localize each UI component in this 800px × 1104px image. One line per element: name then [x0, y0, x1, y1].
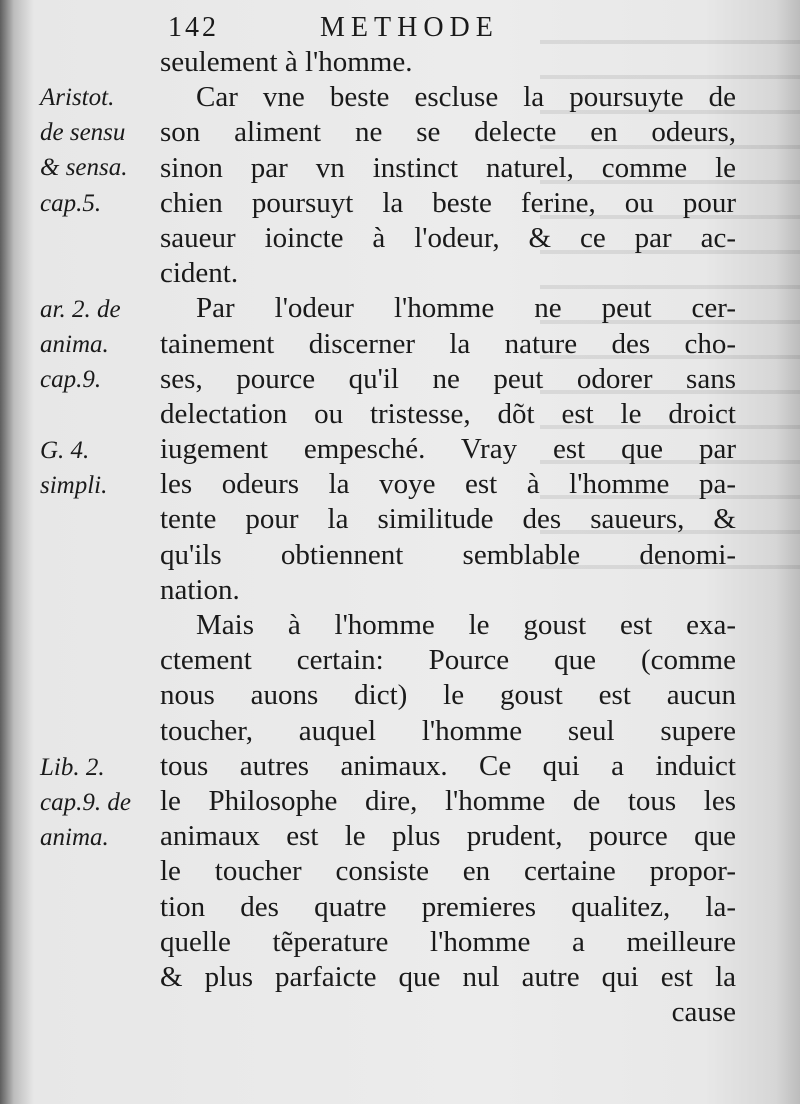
text-line: quelle tẽperature l'homme a meilleure	[160, 925, 736, 958]
margin-note-line: cap.9. de	[40, 789, 131, 817]
margin-note-line: ar. 2. de	[40, 296, 121, 323]
text-line: toucher, auquel l'homme seul supere	[160, 714, 736, 747]
margin-note-line: Aristot.	[40, 84, 115, 111]
text-line: son aliment ne se delecte en odeurs,	[160, 116, 736, 149]
margin-note-line: anima.	[40, 824, 109, 852]
text-line: ctement certain: Pource que (comme	[160, 644, 736, 677]
text-line: sinon par vn instinct naturel, comme le	[160, 151, 736, 184]
text-line: ses, pource qu'il ne peut odorer sans	[160, 362, 736, 395]
text-line: & plus parfaicte que nul autre qui est la	[160, 960, 736, 993]
text-line: Mais à l'homme le goust est exa-	[196, 609, 736, 641]
text-line: tente pour la similitude des saueurs, &	[160, 503, 736, 536]
text-line: delectation ou tristesse, dõt est le droict	[160, 397, 736, 430]
text-line: qu'ils obtiennent semblable denomi-	[160, 538, 736, 571]
text-line: le toucher consiste en certaine propor-	[160, 855, 736, 888]
margin-note-galen	[40, 433, 158, 503]
margin-note-line: Lib. 2.	[40, 754, 105, 781]
margin-note-aristot	[40, 80, 158, 221]
text-line: les odeurs la voye est à l'homme pa-	[160, 468, 736, 501]
text-line: saueur ioincte à l'odeur, & ce par ac-	[160, 221, 736, 254]
text-line: animaux est le plus prudent, pource que	[160, 820, 736, 853]
text-line: Par l'odeur l'homme ne peut cer-	[196, 292, 736, 325]
margin-note-line: G. 4.	[40, 437, 90, 464]
page-header	[168, 8, 588, 48]
page-number: 142	[168, 12, 219, 43]
main-text	[160, 45, 736, 1030]
margin-note-line: anima.	[40, 331, 109, 359]
margin-note-line: & sensa.	[40, 154, 128, 182]
text-line: tous autres animaux. Ce qui a induict	[160, 749, 736, 782]
running-title: METHODE	[320, 12, 499, 43]
text-line: cident.	[160, 257, 239, 290]
text-line: nation.	[160, 573, 240, 606]
margin-note-lib2	[40, 750, 158, 856]
text-line: iugement empesché. Vray est que par	[160, 433, 736, 466]
text-line: chien poursuyt la beste ferine, ou pour	[160, 186, 736, 219]
margin-note-line: de sensu	[40, 119, 126, 147]
text-line: le Philosophe dire, l'homme de tous les	[160, 784, 736, 817]
margin-note-anima	[40, 292, 158, 398]
text-line: tainement discerner la nature des cho-	[160, 327, 736, 360]
margin-note-line: simpli.	[40, 472, 108, 500]
text-line: tion des quatre premieres qualitez, la-	[160, 890, 736, 923]
text-line: nous auons dict) le goust est aucun	[160, 679, 736, 712]
catchword: cause	[671, 996, 736, 1029]
text-line: seulement à l'homme.	[160, 46, 413, 78]
text-line: Car vne beste escluse la poursuyte de	[196, 81, 736, 114]
margin-note-line: cap.5.	[40, 189, 102, 217]
margin-note-line: cap.9.	[40, 366, 102, 394]
